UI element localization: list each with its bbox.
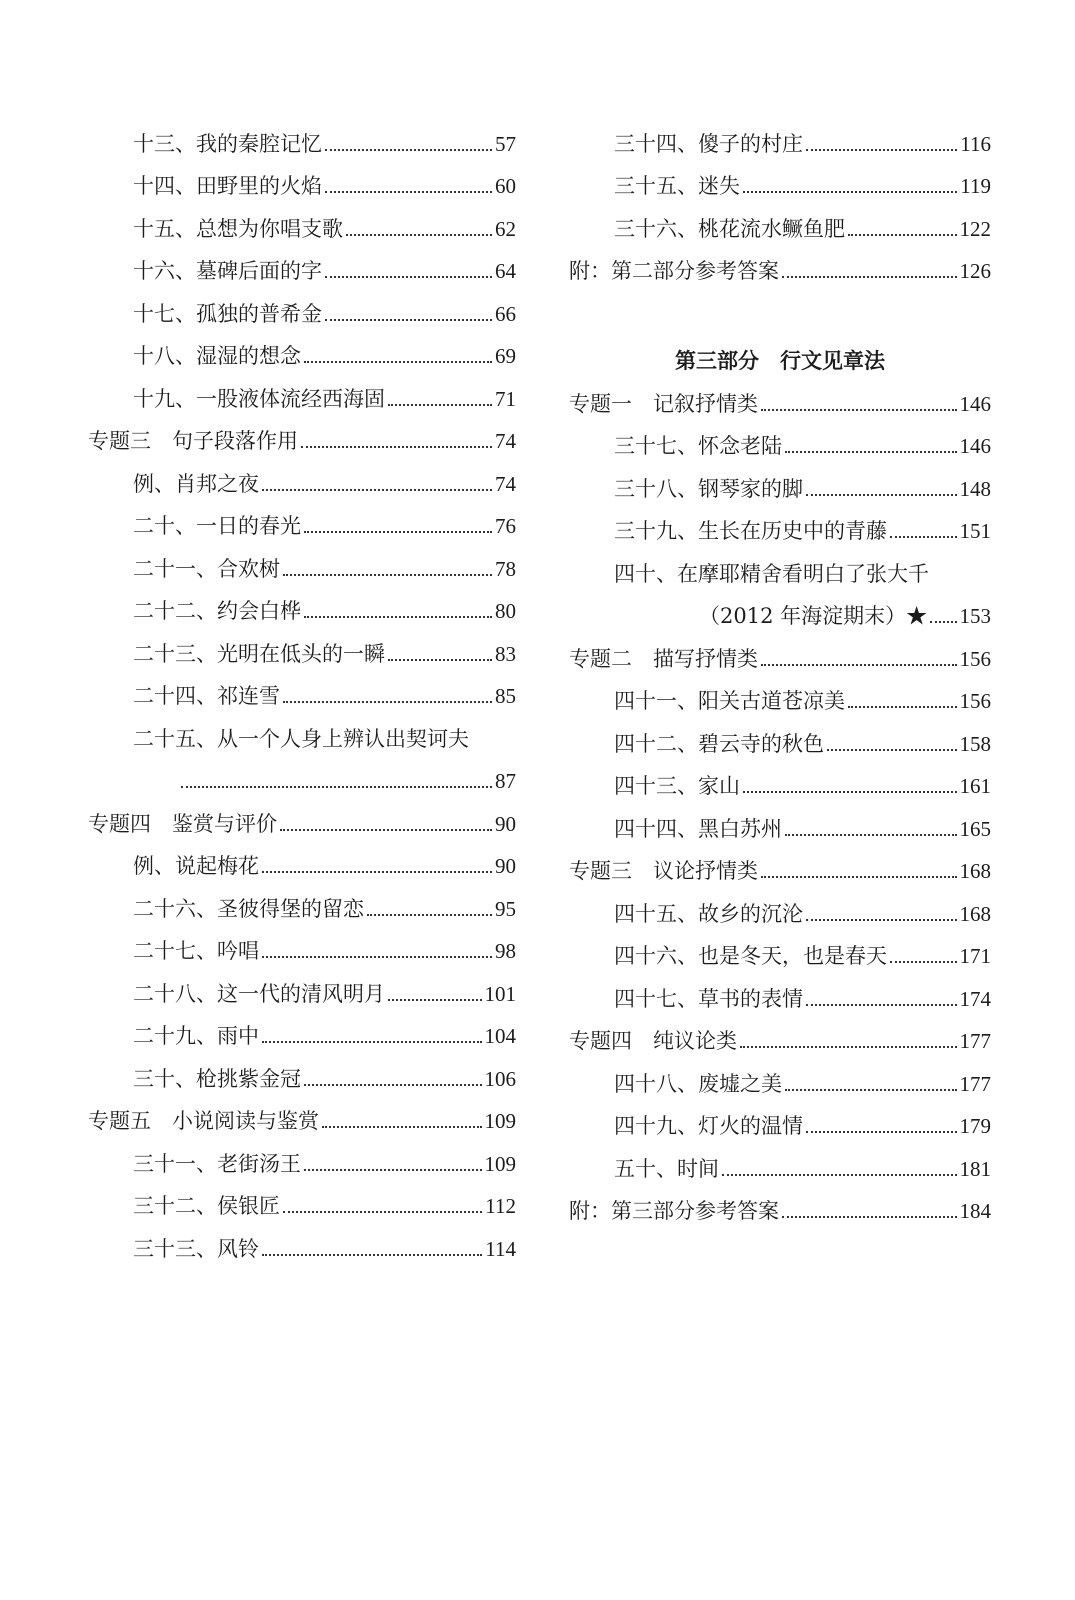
entry-title: 十四、田野里的火焰	[133, 174, 322, 198]
entry-title: 二十五、从一个人身上辨认出契诃夫	[133, 726, 469, 751]
page-number: 87	[495, 769, 516, 793]
dot-leader	[722, 1173, 957, 1176]
page-number: 74	[495, 429, 516, 453]
toc-column-right	[569, 118, 991, 1228]
entry-title: （2012 年海淀期末）★	[699, 604, 928, 628]
entry-title: 四十七、草书的表情	[614, 986, 803, 1011]
toc-entry	[569, 161, 991, 204]
toc-entry	[569, 1101, 991, 1144]
toc-entry	[569, 676, 991, 719]
dot-leader	[806, 1003, 957, 1006]
page-number: 174	[959, 986, 991, 1011]
page-number: 119	[960, 174, 991, 198]
entry-title: 三十九、生长在历史中的青藤	[614, 519, 887, 543]
dot-leader	[785, 833, 957, 836]
dot-leader	[848, 705, 957, 708]
entry-title: 专题三 议论抒情类	[569, 859, 758, 883]
dot-leader	[761, 663, 957, 666]
page-number: 69	[495, 344, 516, 368]
page-number: 71	[495, 386, 516, 411]
dot-leader	[806, 493, 957, 496]
dot-leader	[181, 785, 492, 788]
page-number: 146	[959, 391, 991, 416]
entry-title: 附：第三部分参考答案	[569, 1199, 779, 1223]
toc-entry	[569, 973, 991, 1016]
entry-title: 二十四、祁连雪	[133, 684, 280, 708]
toc-entry	[88, 1181, 516, 1224]
toc-entry	[569, 1058, 991, 1101]
page-number: 116	[960, 131, 991, 156]
entry-title: 十三、我的秦腔记忆	[133, 131, 322, 156]
entry-title: 十八、湿湿的想念	[133, 344, 301, 368]
toc-entry	[88, 246, 516, 289]
entry-title: 四十三、家山	[614, 774, 740, 798]
toc-entry	[569, 203, 991, 246]
entry-title: 专题三 句子段落作用	[88, 429, 298, 453]
toc-entry	[88, 628, 516, 671]
page-number: 168	[959, 859, 991, 883]
toc-entry	[88, 161, 516, 204]
page-number: 126	[959, 259, 991, 283]
toc-section-entry	[569, 1016, 991, 1059]
dot-leader	[322, 1125, 482, 1128]
page-number: 156	[959, 646, 991, 671]
entry-title: 四十八、废墟之美	[614, 1071, 782, 1096]
entry-title: 四十二、碧云寺的秋色	[614, 731, 824, 756]
entry-title: 专题五 小说阅读与鉴赏	[88, 1109, 319, 1133]
page-number: 95	[495, 896, 516, 921]
toc-entry	[88, 883, 516, 926]
dot-leader	[304, 360, 492, 363]
entry-title: 十七、孤独的普希金	[133, 301, 322, 326]
toc-entry	[569, 1143, 991, 1186]
entry-title: 四十一、阳关古道苍凉美	[614, 689, 845, 713]
dot-leader	[283, 700, 492, 703]
dot-leader	[262, 1040, 482, 1043]
dot-leader	[785, 450, 957, 453]
toc-entry	[88, 1053, 516, 1096]
toc-entry	[569, 931, 991, 974]
toc-entry	[569, 506, 991, 549]
page-number: 177	[959, 1071, 991, 1096]
entry-title: 十九、一股液体流经西海固	[133, 386, 385, 411]
page-number: 62	[495, 216, 516, 241]
entry-title: 二十一、合欢树	[133, 556, 280, 581]
page-number: 83	[495, 641, 516, 666]
entry-title: 三十八、钢琴家的脚	[614, 476, 803, 501]
toc-entry	[569, 803, 991, 846]
entry-title: 三十四、傻子的村庄	[614, 131, 803, 156]
toc-entry	[88, 968, 516, 1011]
dot-leader	[262, 870, 492, 873]
page-number: 104	[484, 1024, 516, 1048]
dot-leader	[848, 233, 957, 236]
page-number: 76	[495, 514, 516, 538]
toc-section-entry	[88, 1096, 516, 1139]
dot-leader	[262, 955, 492, 958]
toc-section-entry	[88, 798, 516, 841]
page-number: 168	[959, 901, 991, 926]
page-number: 60	[495, 174, 516, 198]
toc-column-left	[88, 118, 516, 1266]
page-number: 184	[959, 1199, 991, 1223]
dot-leader	[304, 615, 492, 618]
toc-entry	[88, 1138, 516, 1181]
toc-entry	[88, 501, 516, 544]
dot-leader	[304, 530, 492, 533]
toc-entry	[569, 548, 991, 591]
page-number: 98	[495, 939, 516, 963]
entry-title: 四十四、黑白苏州	[614, 816, 782, 841]
page-number: 109	[484, 1151, 516, 1176]
entry-title: 三十、枪挑紫金冠	[133, 1066, 301, 1091]
page-number: 74	[495, 471, 516, 496]
entry-title: 四十五、故乡的沉沦	[614, 901, 803, 926]
page-number: 101	[484, 981, 516, 1006]
dot-leader	[325, 148, 492, 151]
dot-leader	[346, 233, 492, 236]
dot-leader	[388, 403, 492, 406]
entry-title: 三十五、迷失	[614, 174, 740, 198]
page-number: 78	[495, 556, 516, 581]
entry-title: 三十二、侯银匠	[133, 1194, 280, 1218]
dot-leader	[325, 190, 492, 193]
entry-title: 二十三、光明在低头的一瞬	[133, 641, 385, 666]
dot-leader	[890, 960, 957, 963]
page-number: 114	[485, 1236, 516, 1261]
page-number: 181	[959, 1156, 991, 1181]
entry-title: 例、肖邦之夜	[133, 471, 259, 496]
toc-entry	[88, 331, 516, 374]
dot-leader	[930, 620, 956, 623]
page-number: 179	[959, 1114, 991, 1138]
dot-leader	[325, 275, 492, 278]
entry-title: 二十七、吟唱	[133, 939, 259, 963]
toc-section-entry	[569, 846, 991, 889]
toc-entry	[569, 888, 991, 931]
dot-leader	[806, 148, 957, 151]
section-gap	[569, 288, 991, 336]
entry-title: 二十八、这一代的清风明月	[133, 981, 385, 1006]
page-number: 156	[959, 689, 991, 713]
toc-entry	[569, 421, 991, 464]
toc-section-entry	[569, 633, 991, 676]
page-number: 158	[959, 731, 991, 756]
entry-title: 二十六、圣彼得堡的留恋	[133, 896, 364, 921]
dot-leader	[761, 875, 957, 878]
toc-entry	[88, 288, 516, 331]
dot-leader	[827, 748, 957, 751]
dot-leader	[301, 445, 492, 448]
page-number: 90	[495, 811, 516, 836]
entry-title: 二十九、雨中	[133, 1024, 259, 1048]
entry-title: 专题四 鉴赏与评价	[88, 811, 277, 836]
page-number: 66	[495, 301, 516, 326]
dot-leader	[743, 190, 957, 193]
dot-leader	[280, 828, 492, 831]
dot-leader	[283, 573, 492, 576]
toc-entry	[88, 458, 516, 501]
toc-section-entry	[569, 378, 991, 421]
entry-title: 三十三、风铃	[133, 1236, 259, 1261]
page-number: 177	[959, 1029, 991, 1053]
toc-entry	[88, 926, 516, 969]
dot-leader	[283, 1210, 482, 1213]
toc-entry	[569, 118, 991, 161]
dot-leader	[262, 1253, 482, 1256]
entry-title: 二十二、约会白桦	[133, 599, 301, 623]
toc-section-entry	[88, 416, 516, 459]
page-number: 165	[959, 816, 991, 841]
dot-leader	[740, 1045, 957, 1048]
dot-leader	[785, 1088, 957, 1091]
dot-leader	[367, 913, 492, 916]
section-heading	[569, 336, 991, 378]
entry-title: 十六、墓碑后面的字	[133, 259, 322, 283]
toc-entry	[569, 718, 991, 761]
entry-title: 专题二 描写抒情类	[569, 646, 758, 671]
dot-leader	[782, 1215, 957, 1218]
dot-leader	[325, 318, 492, 321]
dot-leader	[743, 790, 957, 793]
page-number: 109	[484, 1109, 516, 1133]
entry-title: 十五、总想为你唱支歌	[133, 216, 343, 241]
entry-title: 三十六、桃花流水鳜鱼肥	[614, 216, 845, 241]
dot-leader	[890, 535, 957, 538]
dot-leader	[262, 488, 492, 491]
toc-entry	[88, 756, 516, 799]
page-number: 161	[959, 774, 991, 798]
dot-leader	[304, 1168, 482, 1171]
dot-leader	[388, 658, 492, 661]
entry-title: 二十、一日的春光	[133, 514, 301, 538]
dot-leader	[782, 275, 957, 278]
toc-entry	[88, 713, 516, 756]
toc-entry	[88, 1223, 516, 1266]
page-number: 153	[959, 604, 991, 628]
page-number: 171	[959, 944, 991, 968]
page-number: 112	[485, 1194, 516, 1218]
page-number: 106	[484, 1066, 516, 1091]
page-number: 85	[495, 684, 516, 708]
page-number: 90	[495, 854, 516, 878]
entry-title: 三十七、怀念老陆	[614, 434, 782, 458]
entry-title: 四十、在摩耶精舍看明白了张大千	[614, 561, 929, 586]
entry-title: 三十一、老街汤王	[133, 1151, 301, 1176]
page-number: 64	[495, 259, 516, 283]
toc-section-entry	[569, 1186, 991, 1229]
toc-entry	[569, 463, 991, 506]
section-heading-text: 第三部分 行文见章法	[675, 348, 885, 373]
entry-title: 附：第二部分参考答案	[569, 259, 779, 283]
toc-entry	[569, 761, 991, 804]
page-number: 57	[495, 131, 516, 156]
dot-leader	[388, 998, 482, 1001]
toc-section-entry	[569, 246, 991, 289]
dot-leader	[304, 1083, 482, 1086]
entry-title: 四十六、也是冬天，也是春天	[614, 944, 887, 968]
dot-leader	[761, 408, 957, 411]
page-number: 146	[959, 434, 991, 458]
toc-entry	[88, 118, 516, 161]
toc-entry	[569, 591, 991, 634]
entry-title: 五十、时间	[614, 1156, 719, 1181]
page-number: 151	[959, 519, 991, 543]
toc-entry	[88, 1011, 516, 1054]
toc-entry	[88, 586, 516, 629]
dot-leader	[806, 1130, 957, 1133]
page-number: 148	[959, 476, 991, 501]
dot-leader	[806, 918, 957, 921]
page-number: 122	[959, 216, 991, 241]
toc-entry	[88, 671, 516, 714]
entry-title: 专题四 纯议论类	[569, 1029, 737, 1053]
toc-entry	[88, 203, 516, 246]
toc-entry	[88, 543, 516, 586]
entry-title: 四十九、灯火的温情	[614, 1114, 803, 1138]
page-number: 80	[495, 599, 516, 623]
entry-title: 例、说起梅花	[133, 854, 259, 878]
toc-entry	[88, 373, 516, 416]
entry-title: 专题一 记叙抒情类	[569, 391, 758, 416]
toc-entry	[88, 841, 516, 884]
